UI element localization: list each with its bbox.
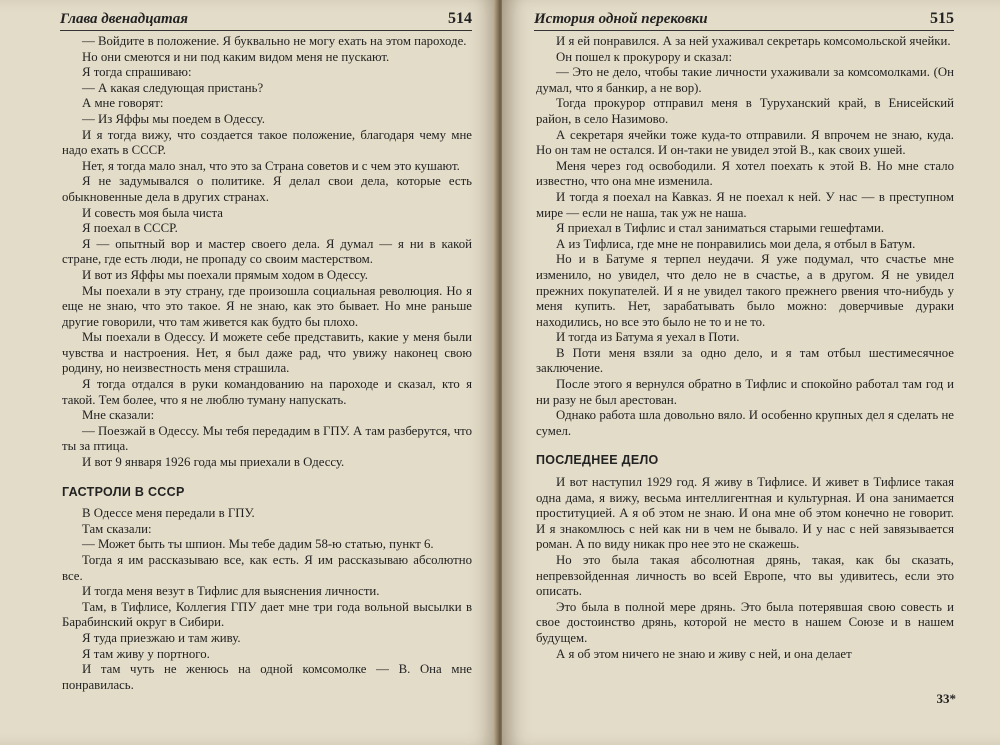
paragraph: И я ей понравился. А за ней ухаживал секретарь комсомольской ячейки. bbox=[556, 34, 951, 48]
paragraph: И я тогда вижу, что создается такое положение, благодаря чему мне надо ехать в СССР. bbox=[62, 127, 472, 158]
paragraph: — Поезжай в Одессу. Мы тебя передадим в ГПУ. А там разберутся, что ты за птица. bbox=[62, 423, 472, 454]
paragraph: — Из Яффы мы поедем в Одессу. bbox=[82, 111, 265, 126]
paragraph: — А какая следующая пристань? bbox=[82, 80, 264, 95]
left-page-number: 514 bbox=[448, 10, 472, 27]
paragraph: И вот из Яффы мы поехали прямым ходом в Одессу. bbox=[82, 267, 368, 282]
paragraph: И вот 9 января 1926 года мы приехали в Одессу. bbox=[82, 455, 345, 470]
paragraph: И там чуть не женюсь на одной комсомолке — В. Она мне понравилась. bbox=[62, 662, 472, 692]
paragraph: В Одессе меня передали в ГПУ. bbox=[82, 506, 255, 521]
right-paragraphs-a bbox=[536, 34, 954, 439]
left-section-heading: ГАСТРОЛИ В СССР bbox=[62, 484, 185, 499]
paragraph: Я тогда спрашиваю: bbox=[82, 65, 192, 80]
paragraph: Я — опытный вор и мастер своего дела. Я думал — я ни в какой стране, где есть люди, не пропаду со своим мастерством. bbox=[62, 236, 472, 267]
left-paragraphs-b bbox=[62, 506, 472, 693]
paragraph: В Поти меня взяли за одно дело, и я там отбыл шестимесячное заключение. bbox=[536, 345, 954, 376]
paragraph: Мы поехали в Одессу. И можете себе представить, какие у меня были чувства и настроения. Нет, я был даже рад, что увижу наконец свою родину, но неизвестность меня страшила. bbox=[62, 330, 472, 376]
paragraph: — Это не дело, чтобы такие личности ухаживали за комсомолками. (Он думал, что я банкир, а не вор). bbox=[536, 65, 954, 95]
paragraph: Тогда прокурор отправил меня в Туруханский край, в Енисейский район, в село Назимово. bbox=[536, 96, 954, 126]
paragraph: Я туда приезжаю и там живу. bbox=[82, 630, 241, 645]
paragraph: А секретаря ячейки тоже куда-то отправили. Я впрочем не знаю, куда. Но он там не остался. И он-таки не увидел этой В., как своих ушей. bbox=[536, 127, 954, 158]
left-page bbox=[0, 0, 498, 745]
paragraph: Меня через год освободили. Я хотел поехать к этой В. Но мне стало известно, что она мне изменила. bbox=[536, 158, 954, 189]
paragraph: Мы поехали в эту страну, где произошла социальная революция. Но я еще не знаю, что это такое. Я не знаю, как это бывает. Но мне раньше другие говорили, что там живется как будто бы плохо. bbox=[62, 283, 472, 329]
left-header-title: Глава двенадцатая bbox=[60, 11, 188, 27]
right-paragraphs-b bbox=[536, 475, 954, 662]
paragraph: А из Тифлиса, где мне не понравились мои дела, я отбыл в Батум. bbox=[556, 236, 916, 251]
left-text-column bbox=[62, 34, 472, 693]
right-header-title: История одной перековки bbox=[534, 11, 708, 27]
paragraph: А мне говорят: bbox=[82, 96, 164, 111]
paragraph: Но и в Батуме я терпел неудачи. Я уже подумал, что счастье мне изменило, но увидел, что дело не в счастье, а в другом. Я не увидел прежних покупателей. И я не увидел такого прежнего рвения что-нибудь у меня купить. Нет, зарабатывать было можно: доверчивые дураки находились, но все это было не то и не то. bbox=[536, 252, 954, 329]
paragraph: А я об этом ничего не знаю и живу с ней, и она делает bbox=[556, 646, 852, 661]
paragraph: Я поехал в СССР. bbox=[82, 221, 178, 236]
paragraph: Я там живу у портного. bbox=[82, 646, 210, 661]
left-paragraphs-a bbox=[62, 34, 472, 471]
paragraph: Я тогда отдался в руки командованию на пароходе и сказал, кто я такой. Тем более, что я не люблю туману напускать. bbox=[62, 377, 472, 407]
right-page-number: 515 bbox=[930, 10, 954, 27]
paragraph: И тогда меня везут в Тифлис для выяснения личности. bbox=[82, 584, 380, 599]
paragraph: Однако работа шла довольно вяло. И особенно крупных дел я сделать не сумел. bbox=[536, 408, 954, 438]
right-page bbox=[502, 0, 1000, 745]
paragraph: Нет, я тогда мало знал, что это за Страна советов и с чем это кушают. bbox=[82, 158, 460, 173]
paragraph: И тогда из Батума я уехал в Поти. bbox=[556, 330, 740, 345]
paragraph: И вот наступил 1929 год. Я живу в Тифлисе. И живет в Тифлисе такая одна дама, я вижу, весьма интеллигентная и культурная. И она занимается проституцией. А я об этом не знаю. И она мне об этом конечно не говорит. И я знакомлюсь с ней как ни в чем не бывало. И у нас с ней завязывается роман. А по виду никак про нее это не скажешь. bbox=[536, 475, 954, 552]
paragraph: Он пошел к прокурору и сказал: bbox=[556, 49, 732, 64]
paragraph: — Войдите в положение. Я буквально не могу ехать на этом пароходе. bbox=[82, 34, 467, 48]
paragraph: Это была в полной мере дрянь. Это была потерявшая свою совесть и свое достоинство дрянь, которой не место в нашем Союзе и в нашем будущем. bbox=[536, 599, 954, 645]
signature-mark: 33* bbox=[936, 691, 956, 706]
paragraph: Я приехал в Тифлис и стал заниматься старыми гешефтами. bbox=[556, 221, 885, 236]
right-section-heading: ПОСЛЕДНЕЕ ДЕЛО bbox=[536, 453, 659, 468]
right-text-column bbox=[536, 34, 954, 662]
paragraph: И совесть моя была чиста bbox=[82, 205, 223, 220]
paragraph: Но они смеются и ни под каким видом меня не пускают. bbox=[82, 49, 390, 64]
paragraph: Там, в Тифлисе, Коллегия ГПУ дает мне три года вольной высылки в Барабинский округ в Сибири. bbox=[62, 599, 472, 630]
paragraph: Мне сказали: bbox=[82, 408, 155, 423]
right-running-header bbox=[534, 2, 954, 31]
paragraph: И тогда я поехал на Кавказ. Я не поехал к ней. У нас — в преступном мире — если не наша, так уж не наша. bbox=[536, 189, 954, 220]
paragraph: Но это была такая абсолютная дрянь, такая, как бы сказать, непревзойденная личность во всей Европе, что вы удивитесь, если это описать. bbox=[536, 553, 954, 599]
paragraph: — Может быть ты шпион. Мы тебе дадим 58-ю статью, пункт 6. bbox=[82, 537, 434, 552]
left-running-header bbox=[60, 2, 472, 31]
paragraph: Там сказали: bbox=[82, 521, 152, 536]
paragraph: Тогда я им рассказываю все, как есть. Я им рассказываю абсолютно все. bbox=[62, 553, 472, 583]
paragraph: После этого я вернулся обратно в Тифлис и спокойно работал там год и ни разу не был арестован. bbox=[536, 377, 954, 407]
paragraph: Я не задумывался о политике. Я делал свои дела, которые есть обыкновенные дела в других странах. bbox=[62, 174, 472, 204]
